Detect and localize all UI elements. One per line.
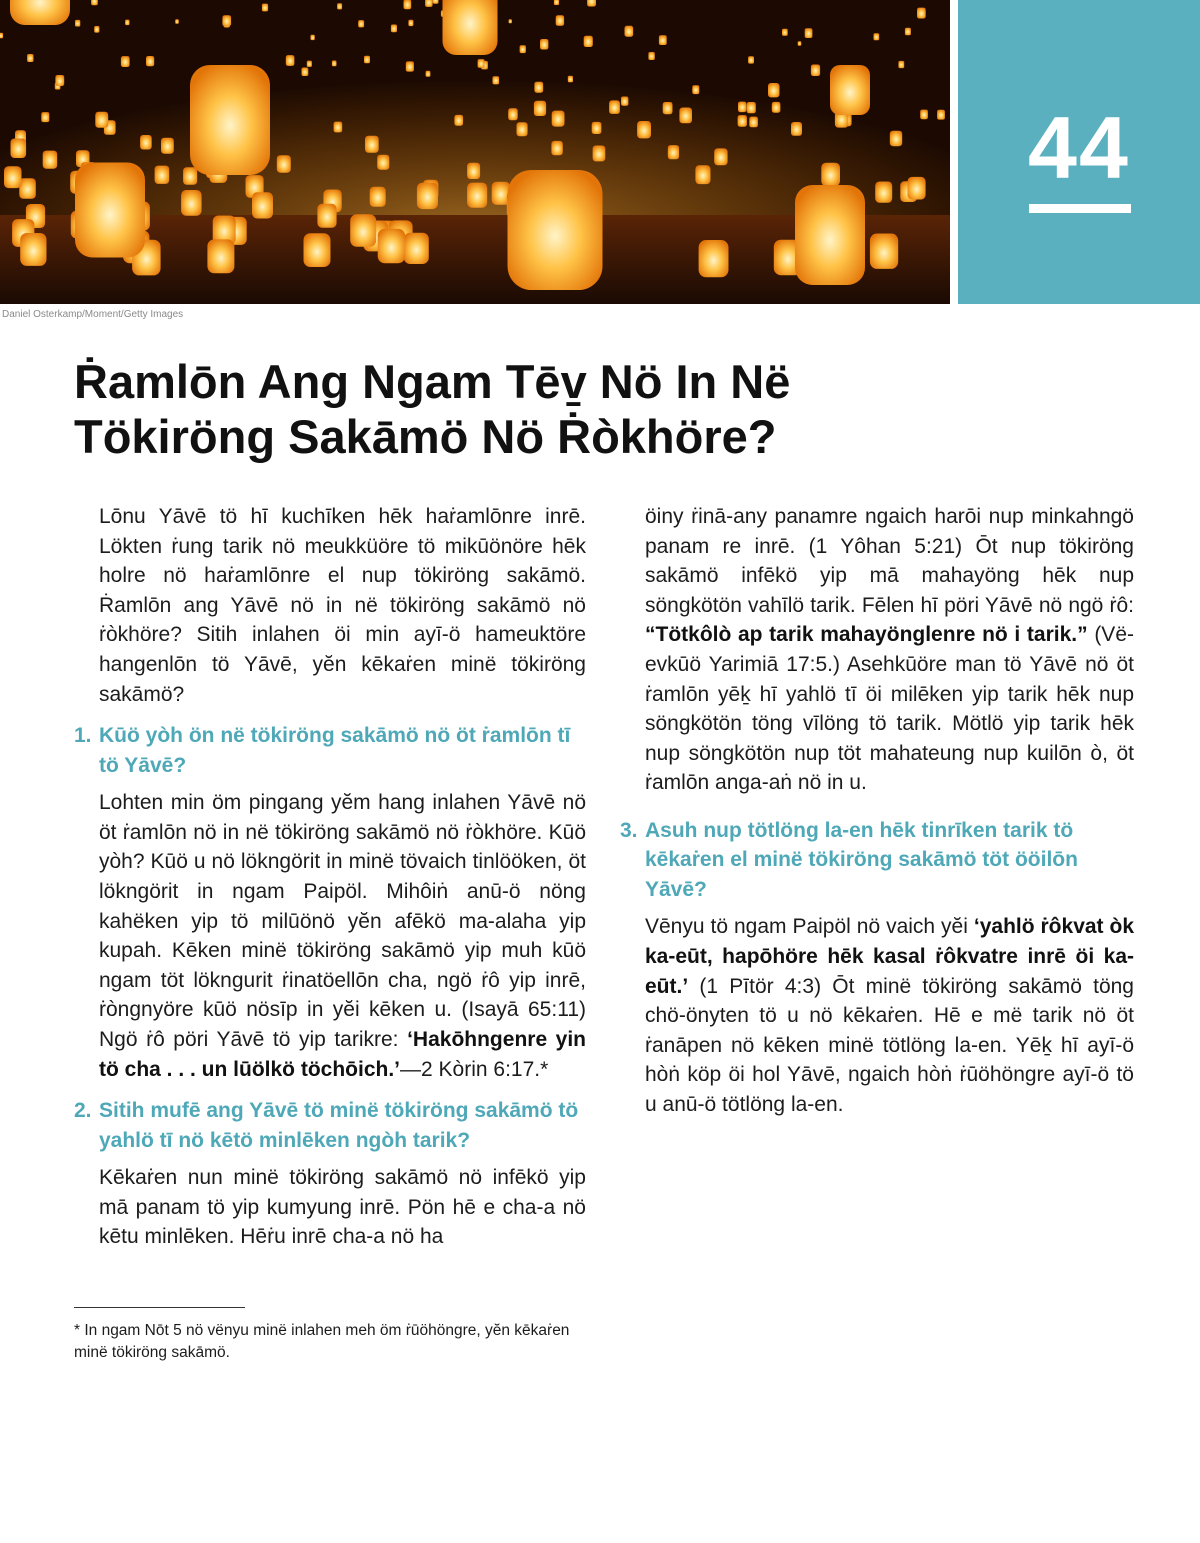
photo-credit: Daniel Osterkamp/Moment/Getty Images	[2, 309, 184, 320]
lantern-shape	[377, 155, 389, 170]
lantern-shape	[890, 131, 902, 147]
lantern-shape	[540, 39, 548, 50]
lantern-shape	[146, 56, 154, 66]
paragraph-2-quote: “Tötkôlò ap tarik mahayönglenre nö i tarik.”	[645, 623, 1088, 647]
lantern-shape	[155, 166, 170, 184]
lantern-shape	[10, 0, 70, 25]
lantern-shape	[467, 183, 487, 208]
lantern-shape	[443, 0, 498, 55]
paragraph-1	[99, 788, 586, 1084]
lantern-shape	[937, 110, 945, 120]
lantern-shape	[161, 138, 174, 154]
lantern-shape	[772, 102, 781, 113]
badge-underline	[1029, 204, 1131, 213]
lantern-shape	[286, 55, 295, 66]
lesson-number-badge	[958, 0, 1200, 304]
lantern-shape	[332, 61, 337, 67]
lantern-shape	[509, 19, 512, 23]
lantern-shape	[307, 61, 312, 67]
lantern-shape	[648, 52, 654, 60]
lantern-shape	[493, 76, 500, 84]
lantern-shape	[554, 0, 559, 5]
lantern-shape	[478, 59, 485, 68]
lantern-shape	[592, 122, 602, 134]
lantern-shape	[508, 108, 518, 120]
lantern-shape	[350, 214, 376, 247]
lantern-shape	[183, 167, 197, 185]
lantern-shape	[358, 20, 364, 27]
lantern-shape	[609, 100, 620, 114]
lantern-shape	[920, 110, 928, 120]
lantern-shape	[262, 4, 268, 12]
lantern-shape	[252, 192, 273, 218]
lantern-shape	[95, 112, 108, 128]
lantern-shape	[625, 26, 634, 37]
lantern-shape	[317, 204, 336, 228]
lantern-shape	[663, 102, 673, 114]
lantern-shape	[659, 35, 667, 45]
lantern-shape	[404, 233, 429, 264]
lantern-shape	[798, 41, 802, 46]
lantern-shape	[795, 185, 865, 285]
lantern-shape	[551, 141, 562, 155]
lantern-shape	[811, 65, 820, 77]
lantern-shape	[0, 33, 3, 39]
lantern-shape	[517, 122, 528, 136]
lantern-shape	[404, 0, 412, 9]
page-title	[74, 354, 1074, 464]
question-1-number: 1.	[74, 724, 92, 748]
paragraph-2-continued-text: öiny ṙinā-any panamre ngaich harōi nup minkahngö panam re inrē. (1 Yôhan 5:21) Ōt nup tökiröng sakāmö infēkö yip mā mahayöng hēk nup söngkötön vahīlö tarik. Fēlen hī pöri Yāvē nö ngö ṙô:	[645, 505, 1134, 617]
paragraph-2-end: (Vë-evkūö Yarimiā 17:5.) Asehkūöre man tö Yāvē nö öt ṙamlōn yēḵ hī yahlö tī öi milēken yip tarik hēk nup söngkötön töng vīlöng tö tarik. Mötlö yip tarik hēk nup söngkötön nup töt mahateung nup kuilōn ò, öt ṙamlōn anga-aṅ nö in u.	[645, 623, 1134, 795]
lantern-shape	[791, 122, 802, 136]
lantern-shape	[695, 165, 710, 184]
lantern-shape	[908, 177, 926, 200]
lantern-shape	[668, 145, 679, 159]
paragraph-2: Kēkaṙen nun minë tökiröng sakāmö nö infēkö yip mā panam tö yip kumyung inrē. Pön hē e cha-a nö kētu minlēken. Hēṙu inrē cha-a nö ha	[99, 1166, 586, 1249]
lantern-shape	[140, 135, 152, 150]
paragraph-1-text: Lohten min öm pingang yĕm hang inlahen Yāvē nö öt ṙamlōn nö in në tökiröng sakāmö nö ṙòkhöre. Kūö yòh? Kūö u nö lökngörit in minë tövaich tinlööken, öt lökngörit in ngam Paipöl. Mihôiṅ anū-ö nöng kahëken yip tö milūönö yĕn afēkö ma-alaha yip kupah. Kēken minë tökiröng sakāmö yip muh kūö ngam töt lökngurit ṙinatöellōn cha, ngö ṙô yip inrē, ṙòngnyöre kūö nösīp in yĕi kēken u. (Isayā 65:11) Ngö ṙô pöri Yāvē tö yip tarikre:	[99, 791, 586, 1051]
lantern-shape	[408, 20, 413, 26]
question-2-text: Sitih mufē ang Yāvē tö minë tökiröng sakāmö tö yahlö tī nö kētö minlēken ngòh tarik?	[99, 1099, 579, 1152]
lantern-shape	[768, 83, 780, 97]
lantern-shape	[587, 0, 596, 7]
lantern-shape	[190, 65, 270, 175]
lantern-shape	[714, 148, 727, 165]
lantern-shape	[699, 240, 729, 277]
lantern-shape	[621, 97, 628, 106]
lantern-shape	[917, 8, 926, 19]
lantern-shape	[749, 117, 758, 128]
lantern-shape	[121, 56, 130, 67]
lantern-shape	[370, 187, 386, 207]
paragraph-3-quote: ‘yahlö ṙôkvat òk ka-eūt, hapōhöre hēk kasal ṙôkvatre inrē öi ka-eūt.’	[645, 915, 1135, 998]
lantern-shape	[425, 0, 433, 7]
lantern-shape	[19, 178, 36, 199]
lantern-shape	[747, 102, 756, 113]
paragraph-3-start: Vēnyu tö ngam Paipöl nö vaich yĕi	[645, 915, 968, 939]
lantern-shape	[593, 146, 606, 162]
lantern-shape	[568, 76, 573, 83]
lantern-shape	[679, 108, 692, 124]
lantern-shape	[692, 85, 699, 94]
lantern-shape	[43, 151, 58, 169]
lantern-shape	[417, 183, 438, 209]
lantern-shape	[75, 20, 80, 27]
lantern-shape	[738, 102, 746, 113]
lantern-shape	[27, 54, 33, 62]
lantern-shape	[75, 163, 145, 258]
lantern-shape	[426, 71, 431, 77]
question-3-text: Asuh nup tötlöng la-en hēk tinrīken tarik tö kēkaṙen el minë tökiröng sakāmö töt ööilōn Yāvē?	[645, 818, 1078, 901]
lantern-shape	[311, 35, 315, 40]
question-3	[620, 816, 1134, 905]
lantern-shape	[508, 170, 603, 290]
lantern-shape	[20, 233, 46, 266]
lantern-shape	[302, 68, 309, 77]
lantern-shape	[738, 115, 747, 127]
hero-photo-floating-lanterns	[0, 0, 950, 304]
lanterns-illustration	[0, 0, 950, 304]
lantern-shape	[364, 56, 370, 64]
lantern-shape	[637, 121, 651, 138]
lantern-shape	[534, 101, 546, 116]
question-1	[74, 721, 586, 780]
question-2	[74, 1096, 586, 1155]
lantern-shape	[552, 111, 565, 127]
intro-paragraph: Lōnu Yāvē tö hī kuchīken hēk haṙamlōnre inrē. Lökten ṙung tarik nö meukküöre tö mikūönöre hēk holre nö haṙamlōnre el nup tökiröng sakāmö. Ṙamlōn ang Yāvē nö in në tökiröng sakāmö nö ṙòkhöre? Sitih inlahen öi min ayī-ö hameuktöre hangenlōn tö Yāvē, yĕn kēkaṙen minë tökiröng sakāmö?	[99, 505, 586, 706]
lantern-shape	[11, 139, 27, 159]
lantern-shape	[556, 15, 564, 26]
lantern-shape	[91, 0, 98, 5]
lantern-shape	[55, 75, 64, 86]
lesson-number: 44	[1028, 98, 1130, 197]
footnote-divider	[74, 1307, 245, 1308]
lantern-shape	[467, 163, 480, 179]
question-2-number: 2.	[74, 1099, 92, 1123]
lantern-shape	[830, 65, 870, 115]
lantern-shape	[870, 234, 898, 269]
lantern-shape	[782, 29, 788, 36]
right-column	[620, 502, 1134, 1132]
lantern-shape	[406, 61, 414, 71]
title-line-2: Tökiröng Sakāmö Nö Ṙòkhöre?	[74, 410, 777, 463]
lantern-shape	[365, 136, 379, 153]
left-column	[74, 502, 586, 1264]
lantern-shape	[821, 163, 840, 186]
lantern-shape	[337, 3, 342, 9]
lantern-shape	[207, 239, 234, 273]
lantern-shape	[277, 155, 291, 173]
lantern-shape	[391, 25, 397, 33]
lantern-shape	[433, 0, 439, 4]
lantern-shape	[805, 28, 813, 38]
question-1-text: Kūö yòh ön në tökiröng sakāmö nö öt ṙamlōn tī tö Yāvē?	[99, 724, 571, 777]
paragraph-2-continued	[645, 502, 1134, 798]
lantern-shape	[334, 122, 343, 133]
question-3-number: 3.	[620, 818, 638, 842]
lantern-shape	[4, 166, 22, 188]
paragraph-3-end: (1 Pītör 4:3) Ōt minë tökiröng sakāmö töng chö-önyten tö u nö kēkaṙen. Hē e më tarik nö öt ṙanāpen nö kēken minë tötlöng la-en. Yēḵ hī ayī-ö hòṅ köp öi hol Yāvē, ngaich hòṅ ṙūöhöngre ayī-ö tö u anū-ö tötlöng la-en.	[645, 974, 1134, 1116]
lantern-shape	[94, 26, 99, 33]
paragraph-1-quote: ‘Hakōhngenre yin tö cha . . . un lūölkö töchōich.’	[99, 1027, 587, 1081]
lantern-shape	[905, 28, 911, 36]
lantern-shape	[378, 229, 406, 263]
lantern-shape	[181, 190, 202, 216]
lantern-shape	[304, 233, 331, 267]
lantern-shape	[222, 15, 231, 26]
lantern-shape	[875, 182, 892, 203]
title-line-1: Ṙamlōn Ang Ngam Tēv̱ Nö In Në	[74, 355, 791, 408]
lantern-shape	[175, 19, 179, 24]
lantern-shape	[748, 56, 754, 63]
lantern-shape	[125, 20, 129, 26]
footnote: * In ngam Nōt 5 nö vënyu minë inlahen meh öm ṙūöhöngre, yĕn kēkaṙen minë tökiröng sakāmö.	[74, 1322, 570, 1361]
lantern-shape	[898, 61, 904, 68]
paragraph-1-citation: —2 Kòrin 6:17.*	[400, 1057, 549, 1081]
lantern-shape	[874, 33, 880, 40]
lantern-shape	[534, 82, 543, 93]
paragraph-3	[645, 912, 1134, 1119]
lantern-shape	[454, 115, 463, 126]
lantern-shape	[41, 112, 49, 122]
lantern-shape	[520, 45, 526, 53]
lantern-shape	[584, 36, 593, 47]
